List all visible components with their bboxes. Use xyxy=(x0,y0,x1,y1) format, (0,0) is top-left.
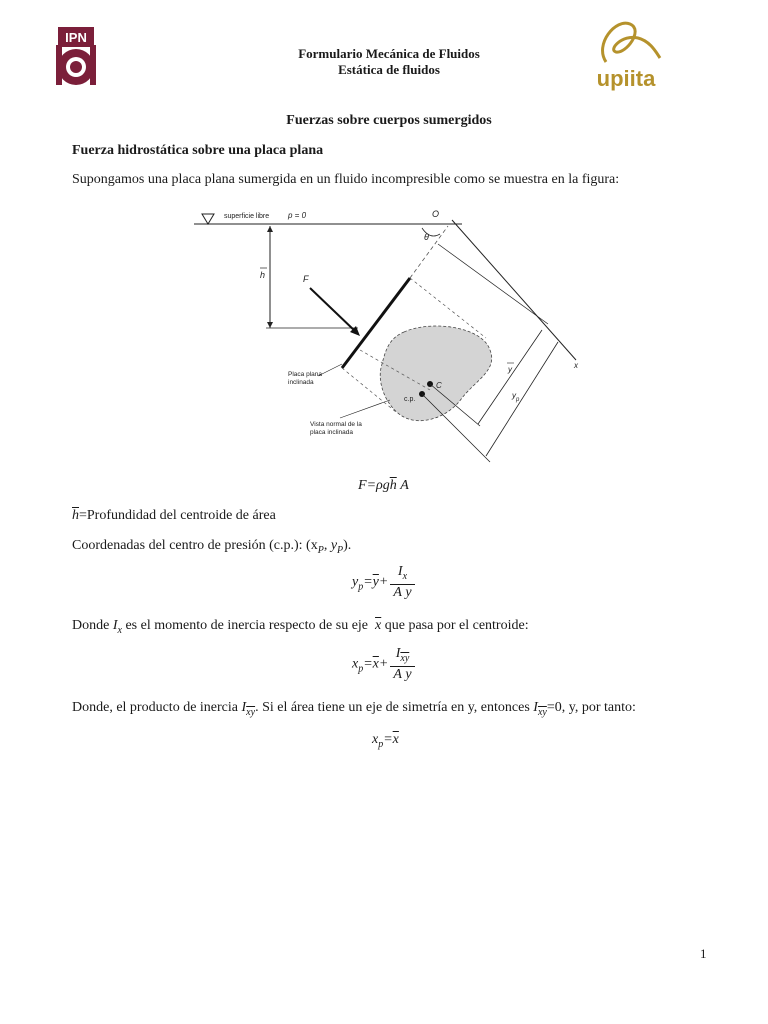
equation-xp: $x_p=\overline{x}+$ $\frac{I_{\overline{xy}}}{A \overline{y}}$ xyxy=(352,646,417,683)
product-inertia-description: Donde, el producto de inercia $I_{\overline{xy}}$. Si el área tiene un eje de simetría en y, entonces $I_{\overline{xy}}=0$, y, por tanto: xyxy=(72,700,636,718)
coordinates-text: Coordenadas del centro de presión (c.p.): ($x_P$, $y_P$). xyxy=(72,538,352,556)
equation-yp: $y_p=\overline{y}+$ $\frac{I_x}{A \overline{y}}$ xyxy=(352,564,417,601)
equation-xp-final: $x_p=\overline{x}$ xyxy=(372,732,399,750)
svg-text:inclinada: inclinada xyxy=(288,379,314,386)
section-heading: Fuerza hidrostática sobre una placa plana xyxy=(72,143,324,158)
svg-text:superficie libre: superficie libre xyxy=(224,213,270,220)
svg-text:θ: θ xyxy=(424,232,429,242)
svg-text:c.p.: c.p. xyxy=(404,396,416,403)
submerged-plate-figure xyxy=(190,200,590,465)
svg-text:p = 0: p = 0 xyxy=(288,211,307,220)
svg-text:yp: $y_p$ xyxy=(512,391,520,403)
free-surface-symbol-icon xyxy=(202,214,214,224)
page-title: Fuerzas sobre cuerpos sumergidos xyxy=(286,113,492,128)
svg-text:Placa plana: Placa plana xyxy=(288,371,322,378)
svg-text:IPN: IPN xyxy=(65,30,87,45)
svg-text:O: O xyxy=(432,209,440,219)
header-course: Formulario Mecánica de Fluidos xyxy=(298,46,480,61)
svg-text:h: h xyxy=(260,270,266,280)
ix-description: Donde $I_x$ es el momento de inercia respecto de su eje $\overline{x}$ que pasa por el centroide: xyxy=(72,618,529,636)
svg-text:x: x xyxy=(574,361,578,370)
intro-paragraph: Supongamos una placa plana sumergida en un fluido incompresible como se muestra en la figura: xyxy=(72,172,620,187)
svg-text:Vista normal de la: Vista normal de la xyxy=(310,421,362,428)
svg-text:placa inclinada: placa inclinada xyxy=(310,429,354,436)
svg-text:F: F xyxy=(303,274,309,284)
document-header xyxy=(0,46,768,78)
equation-force: $F=\rho g\overline{h}$ A xyxy=(358,478,409,493)
page-number: 1 xyxy=(700,946,707,961)
header-topic: Estática de fluidos xyxy=(338,62,440,77)
svg-text:y: y xyxy=(508,365,512,374)
svg-text:C: C xyxy=(436,381,442,390)
svg-text:upiita: upiita xyxy=(596,66,656,91)
hbar-definition: $\overline{h}=Profundidad$ del centroide de área xyxy=(72,508,276,523)
